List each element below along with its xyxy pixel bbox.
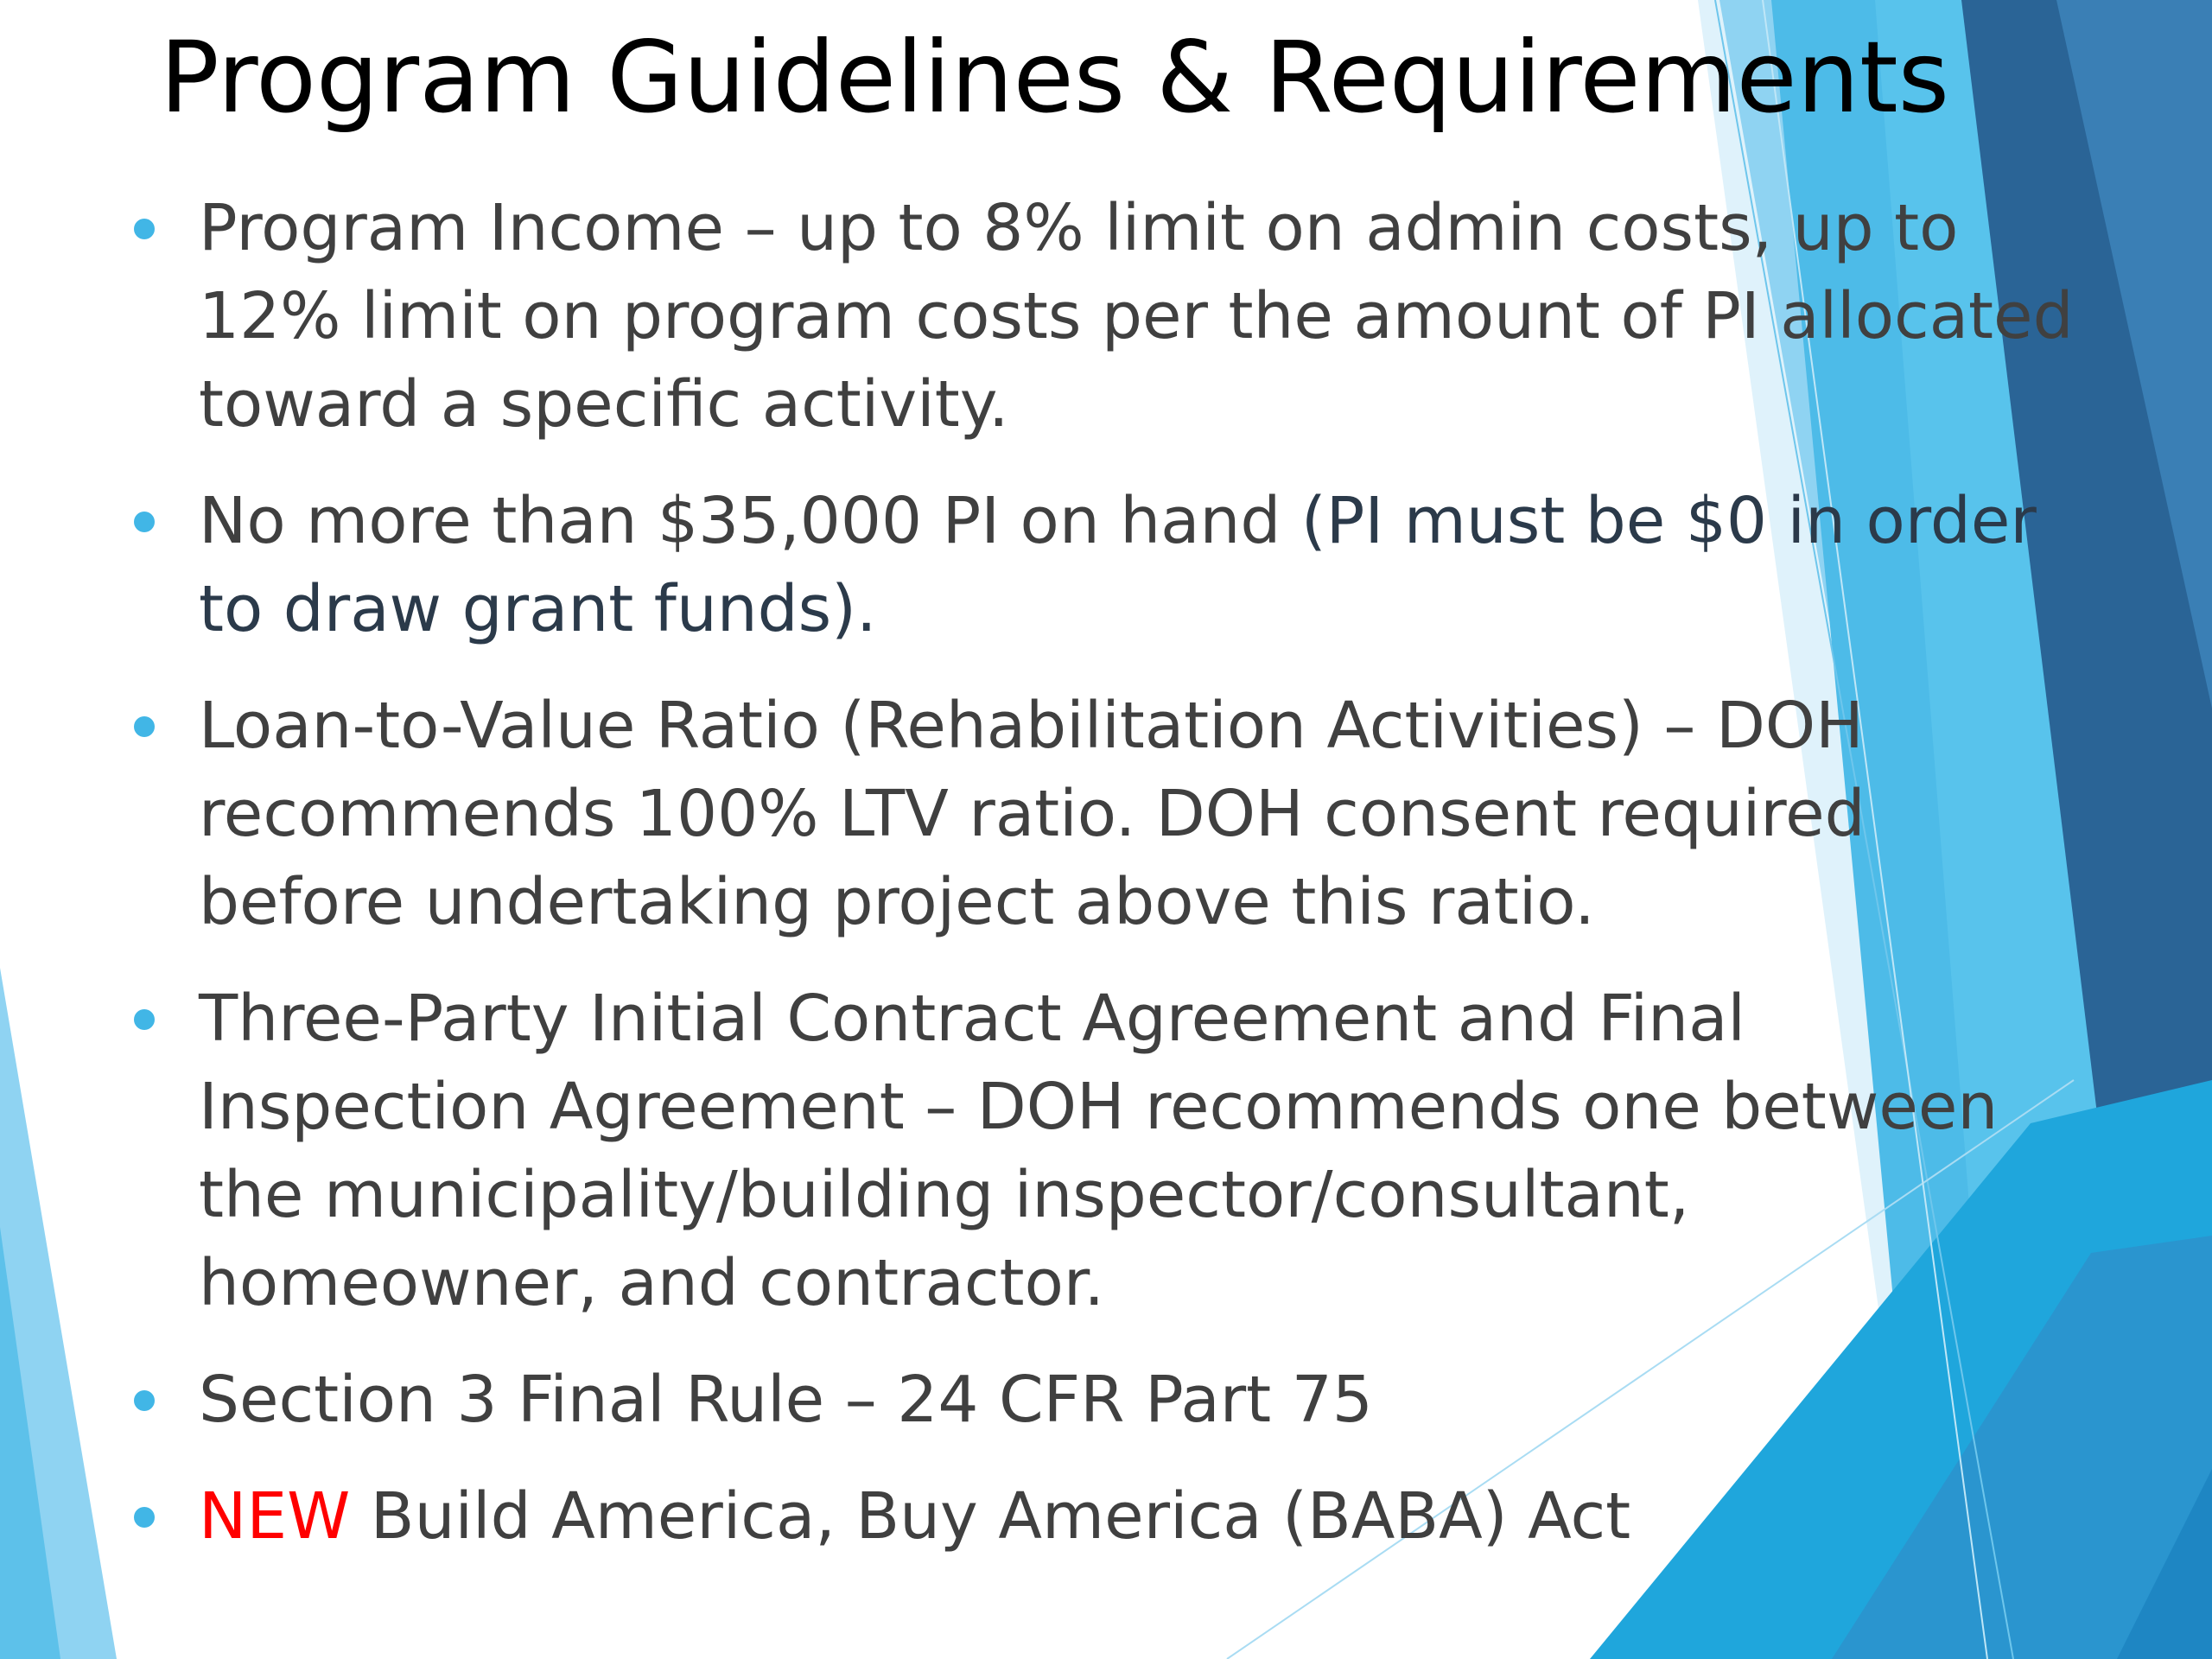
- new-badge: NEW: [199, 1479, 351, 1554]
- bullet-marker: [134, 1390, 155, 1411]
- bullet-marker: [134, 716, 155, 737]
- bullet-marker: [134, 512, 155, 532]
- bullet-marker: [134, 1507, 155, 1528]
- bullet-marker: [134, 219, 155, 239]
- bullet-pi-on-hand: [199, 477, 2082, 653]
- bullet-section-3: [199, 1356, 2082, 1444]
- bullet-text: Build America, Buy America (BABA) Act: [350, 1479, 1631, 1554]
- bullet-text-parenthetical: (PI must be $0 in order to draw grant funds).: [199, 484, 2037, 646]
- bullet-list: [199, 184, 2082, 1589]
- bullet-text: Section 3 Final Rule – 24 CFR Part 75: [199, 1363, 1373, 1437]
- bullet-baba-act: [199, 1472, 2082, 1560]
- bullet-program-income: [199, 184, 2082, 448]
- slide-title: Program Guidelines & Requirements: [160, 20, 1950, 135]
- bullet-text: Three-Party Initial Contract Agreement and Final Inspection Agreement – DOH recommends one between the municipality/building inspector/consultant, homeowner, and contractor.: [199, 982, 1999, 1320]
- bullet-text: No more than $35,000 PI on hand: [199, 484, 1301, 558]
- bullet-loan-to-value: [199, 682, 2082, 946]
- bullet-marker: [134, 1009, 155, 1030]
- bullet-three-party-agreement: [199, 975, 2082, 1327]
- bullet-text: Loan-to-Value Ratio (Rehabilitation Activities) – DOH recommends 100% LTV ratio. DOH consent required before undertaking project above this ratio.: [199, 689, 1866, 939]
- bullet-text: Program Income – up to 8% limit on admin costs, up to 12% limit on program costs per the amount of PI allocated toward a specific activity.: [199, 191, 2074, 442]
